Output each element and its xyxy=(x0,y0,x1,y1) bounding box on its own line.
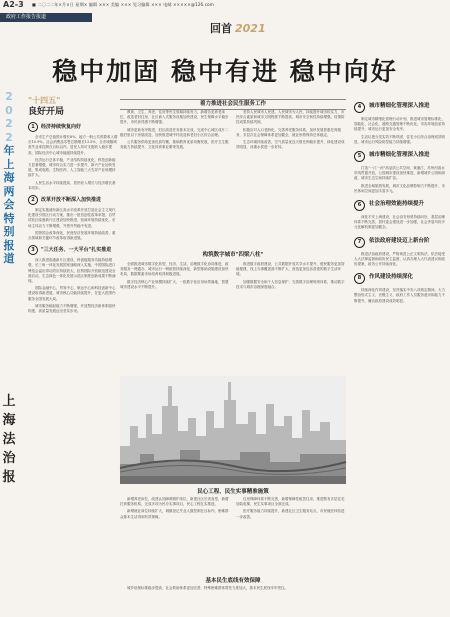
body-text: 制定城市精细化管理行动计划，推进城市管理标准化、智能化、社会化，道路交通管理不断优化，市容环境品质持续提升，城市运行更加安全有序。 xyxy=(354,117,445,132)
city-skyline-illustration xyxy=(120,376,346,484)
number-badge: 4 xyxy=(354,102,365,113)
body-text: 深入推进临港新片区建设，科创板服务功能持续增强，长三角一体化发展国家战略深入实施，中国国际进口博览会溢出带动效应持续放大，虹桥国际开放枢纽建设全面启动，生态绿色一体化发展示范区制度创新成果不断涌现。 xyxy=(28,258,116,284)
page-number: A2-3 xyxy=(3,0,24,9)
body-text: 国际金融中心、贸易中心、航运中心和科技创新中心建设取得新进展，城市核心功能持续提升，在更大范围内服务全国发展大局。 xyxy=(28,286,116,301)
item-8-title: 作风建设持续深化 xyxy=(369,274,414,281)
page-headline: 稳中加固 稳中有进 稳中向好 xyxy=(52,57,398,86)
newspaper-logo: 上海法治报 xyxy=(2,394,16,485)
section-title-livelihood: 民心工程、民生实事精准施策 xyxy=(197,489,269,495)
body-text: 持续深化作风建设，坚决落实中央八项规定精神，大力整治形式主义、官僚主义，政府工作人员服务意识和能力不断提升，廉洁政府建设成效明显。 xyxy=(354,288,445,303)
top-bar xyxy=(0,0,450,9)
number-badge: 1 xyxy=(28,122,38,132)
item-5 xyxy=(354,151,448,162)
body-text: 推进全域旅游发展，城市文化品牌影响力不断提升，市民休闲空间更加丰富多元。 xyxy=(354,183,445,193)
item-4-title: 城市精细化管理深入推进 xyxy=(369,103,430,109)
lead-subtitle: "十四五" xyxy=(28,96,61,105)
item-3 xyxy=(28,245,118,255)
item-4 xyxy=(354,102,448,113)
number-badge: 3 xyxy=(28,245,38,255)
review-label: 回首 xyxy=(210,22,232,35)
vertical-banner xyxy=(2,90,16,266)
body-text: 人民生活水平持续提高，居民收入增长与经济增长基本同步。 xyxy=(28,180,116,190)
banner-year: 2022 xyxy=(5,90,13,144)
body-text: 城市服务辐射能力不断增强，开放型经济新体制加快构建，高质量发展迈出坚实步伐。 xyxy=(28,303,116,314)
item-7 xyxy=(354,237,448,248)
item-1-title: 经济持续恢复向好 xyxy=(41,123,82,130)
column-lead xyxy=(28,96,118,611)
middle-block-3: 全面推进城市数字化转型，经济、生活、治理数字化协同推进，政务服务一网通办、城市运行一网统管持续深化，新型基础设施建设加快布局，数据要素市场培育取得积极进展。 数字经济核心产业规模持续扩大，一批数字化应用场景落地，智慧城市建设水平不断提升。 xyxy=(120,262,229,289)
body-text: 制定实施浦东新区高水平改革开放打造社会主义现代化建设引领区行动方案，推出一批首创性改革举措，自贸试验区临港新片区建设加快推进，营商环境持续优化，市场主体活力不断增强，外资外贸稳中有进。 xyxy=(28,208,116,228)
column-right xyxy=(354,96,448,611)
item-3-title: "三大任务、一大平台"扎实推进 xyxy=(41,247,112,253)
number-badge: 5 xyxy=(354,151,365,162)
middle-block-6: 住房保障体系不断完善，新增保障性租赁住房，推进既有多层住宅加装电梯，民生实事项目全面完成。 医疗服务能力持续提升，新建社区卫生服务站点，市民就医体验进一步改善。 xyxy=(236,497,345,519)
item-7-title: 依法政府建设迈上新台阶 xyxy=(369,237,430,244)
body-text: 打造"一江一河"高品质公共空间，黄浦江、苏州河滨水岸线贯通开放，公园城市建设加快推进，新增城乡公园和绿道，城市生态空间持续扩容。 xyxy=(354,166,445,181)
number-badge: 6 xyxy=(354,200,365,211)
review-title xyxy=(210,20,266,36)
review-year: 2021 xyxy=(235,22,266,35)
body-text: 国资国企改革深化，民营经济发展环境持续改善，重点领域和关键环节改革取得新进展。 xyxy=(28,230,116,241)
item-2-title: 改革开放不断深入加快推进 xyxy=(41,196,102,203)
section-title: 着力推进社会民生服务工作 xyxy=(120,99,346,110)
middle-block-1: 教育、卫生、养老、住房等民生领域持续发力，新增各类养老床位，改造老旧住房，社区嵌入式服务设施加快建设，民生保障水平稳步提升，市民获得感不断增强。 城市更新有序推进，旧区改造任务基本完成，完成中心城区成片二级旧里以下房屋改造，加快推进城中村改造和老旧小区综合治理。 公共服务供给更加优质均衡，基础教育优质均衡发展，医疗卫生服务能力持续提升，文化体育事业繁荣发展。 xyxy=(120,110,229,150)
number-badge: 2 xyxy=(28,195,38,205)
number-badge: 8 xyxy=(354,273,365,284)
item-6-title: 社会治理效能持续提升 xyxy=(369,201,425,208)
section-title-basic-needs: 基本民生底线有效保障 xyxy=(205,578,261,584)
body-text: 生活垃圾分类实效不断巩固，住宅小区综合治理成效明显，城市运行风险防控能力持续增强。 xyxy=(354,134,445,144)
body-text: 经济运行总体平稳，产业结构持续优化，科技创新能力显著增强，城市综合实力进一步提升，新兴产业加快发展，集成电路、生物医药、人工智能三大先导产业规模持续扩大。 xyxy=(28,157,116,178)
body-text: 推进法治政府建设，严格规范公正文明执法，依法接受人大法律监督和政协民主监督，认真办理人大代表建议和政协提案，政务公开持续深化。 xyxy=(354,251,445,267)
item-2 xyxy=(28,195,118,205)
item-1 xyxy=(28,122,118,132)
middle-block-7: 城乡低保标准稳步提高，社会救助体系更加完善，特殊困难群体帮扶力度加大，基本民生底线牢牢兜住。 xyxy=(127,586,288,590)
middle-block-5: 新增养老床位，改建认知障碍照护床位，新建社区长者食堂，新增托育服务机构，完成多项为民办实事项目，民心工程扎实推进。 新增就业岗位持续扩大，城镇登记失业人数控制在目标内，困难群众基本生活得到有效保障。 xyxy=(120,497,229,519)
item-8 xyxy=(354,273,448,284)
item-6 xyxy=(354,200,448,211)
middle-block-2: 坚持人民城市人民建、人民城市为人民，持续提升城市软实力，市民综合素质和城市文明程度不断提高，城市安全韧性持续增强，疫情防控成果持续巩固。 积极应对人口老龄化，完善养老服务体系，加快发展普惠托育服务，多层次社会保障体系更加健全，就业形势保持总体稳定。 生态环境持续改善，空气质量优良天数比例稳步提升，绿化建设成效明显，河湖水质进一步好转。 xyxy=(236,110,345,150)
banner-text: 年上海两会特别报道 xyxy=(3,144,15,265)
section-title-digital: 构筑数字城市"四梁八柱" xyxy=(202,252,264,258)
number-badge: 7 xyxy=(354,237,365,248)
body-text: 深化平安上海建设，社会治安形势持续向好，基层治理体系不断完善，居村委会建设进一步加强，社会矛盾纠纷多元化解机制更加健全。 xyxy=(354,215,445,230)
middle-block-4: 推进数字政府建设，公共数据开放共享水平提升，便民服务更加智能便捷，线上办事覆盖面不断扩大，营造更加包容普惠的数字生活环境。 加强数据安全和个人信息保护，完善数字治理规则体系，推动数字技术与城市治理深度融合。 xyxy=(236,262,345,289)
lead-title: 良好开局 xyxy=(28,107,65,117)
header-info: ■ 二〇二二年×月×日 星期× 编辑 ××× 美编 ××× 见习编辑 ××× 电邮 ×××××@126.com xyxy=(32,2,214,7)
item-5-title: 城市精细化管理深入推进 xyxy=(369,152,430,159)
section-tab: 政府工作报告报道 xyxy=(0,13,92,22)
body-text: 全市生产总值预计增长8%，地方一般公共预算收入增长10.9%，社会消费品零售总额增长13.5%，全市城镇调查失业率控制在目标以内，居民人均可支配收入稳步提高，国际经济中心城市能级持续提升。 xyxy=(28,135,118,155)
